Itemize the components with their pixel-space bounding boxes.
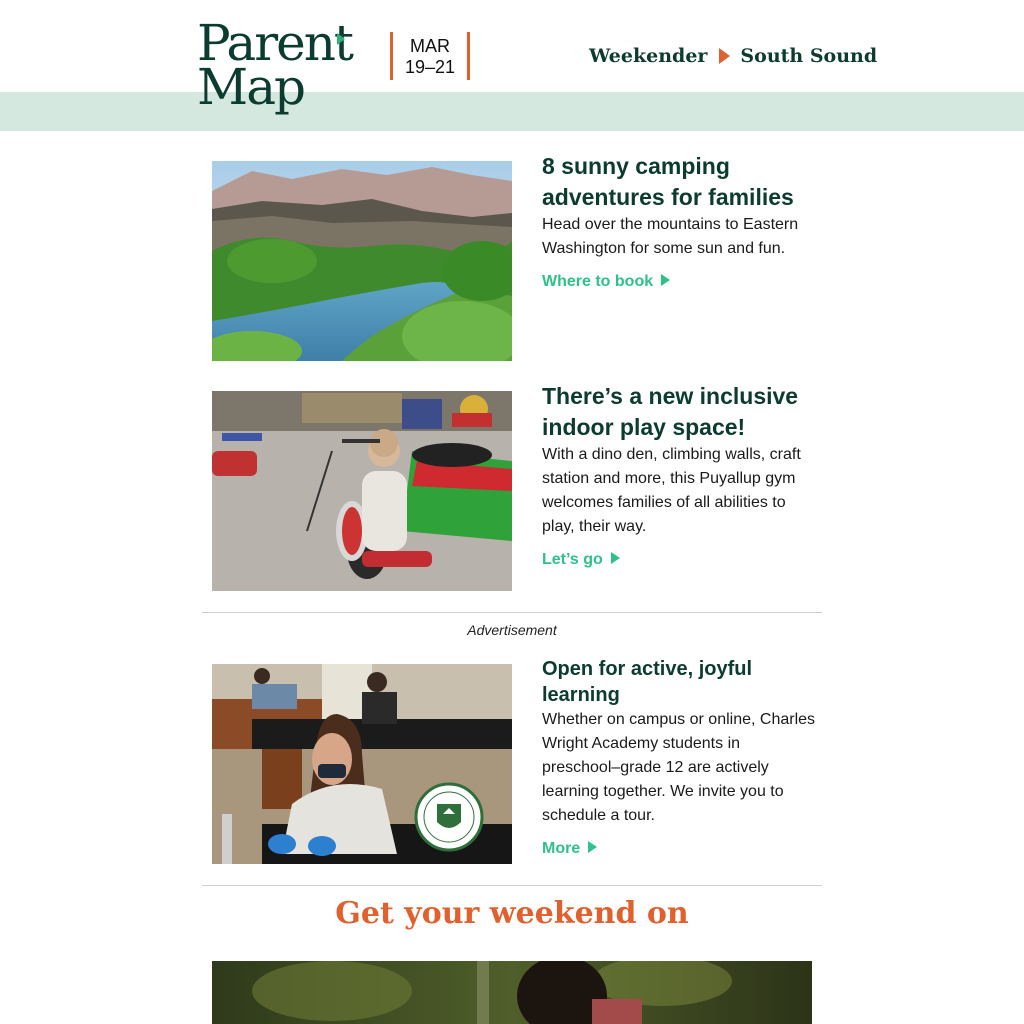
weekend-feature-image[interactable]: [212, 961, 812, 1024]
play-space-image[interactable]: [212, 391, 512, 591]
header: [0, 0, 1024, 131]
more-link[interactable]: [542, 838, 597, 860]
play-triangle-icon: [661, 274, 670, 286]
article-description: Head over the mountains to Eastern Washington for some sun and fun.: [542, 216, 799, 257]
section-title: Get your weekend on: [335, 896, 689, 931]
lets-go-link[interactable]: [542, 549, 620, 571]
edition-secondary: South Sound: [740, 45, 878, 67]
article-play-space-body: [542, 381, 822, 571]
ad-description: Whether on campus or online, Charles Wright Academy students in preschool–grade 12 are actively learning together. We invite you to schedule a tour.: [542, 711, 816, 824]
camping-river-image[interactable]: [212, 161, 512, 361]
article-camping-body: [542, 151, 822, 293]
ad-body: [542, 656, 822, 860]
article-title[interactable]: There’s a new inclusive indoor play space!: [542, 383, 799, 440]
logo-word-map: Map: [197, 58, 305, 116]
parentmap-logo[interactable]: [197, 14, 357, 124]
article-play-space: [212, 383, 822, 591]
link-label: More: [542, 840, 581, 857]
article-description: With a dino den, climbing walls, craft station and more, this Puyallup gym welcomes families of all abilities to play, their way.: [542, 446, 801, 535]
ad-title[interactable]: Open for active, joyful learning: [542, 658, 753, 706]
advertisement-label: Advertisement: [467, 622, 557, 638]
logo-triangle-icon: [337, 33, 345, 45]
article-title[interactable]: 8 sunny camping adventures for families: [542, 153, 794, 210]
link-label: Where to book: [542, 273, 654, 290]
issue-month: MAR: [410, 36, 450, 56]
play-triangle-icon: [719, 48, 730, 64]
divider: [202, 885, 822, 886]
header-band: [0, 92, 1024, 131]
issue-date: [390, 32, 470, 80]
edition-primary: Weekender: [589, 45, 708, 67]
edition-label: [589, 44, 877, 70]
classroom-lab-image[interactable]: [212, 664, 512, 864]
logo-word-parent: Parent: [197, 14, 352, 72]
issue-days: 19–21: [404, 57, 456, 77]
play-triangle-icon: [611, 552, 620, 564]
divider: [202, 612, 822, 613]
play-triangle-icon: [588, 841, 597, 853]
article-camping: [212, 153, 822, 361]
ad-charles-wright-academy: [212, 658, 822, 864]
where-to-book-link[interactable]: [542, 271, 670, 293]
link-label: Let’s go: [542, 551, 603, 568]
